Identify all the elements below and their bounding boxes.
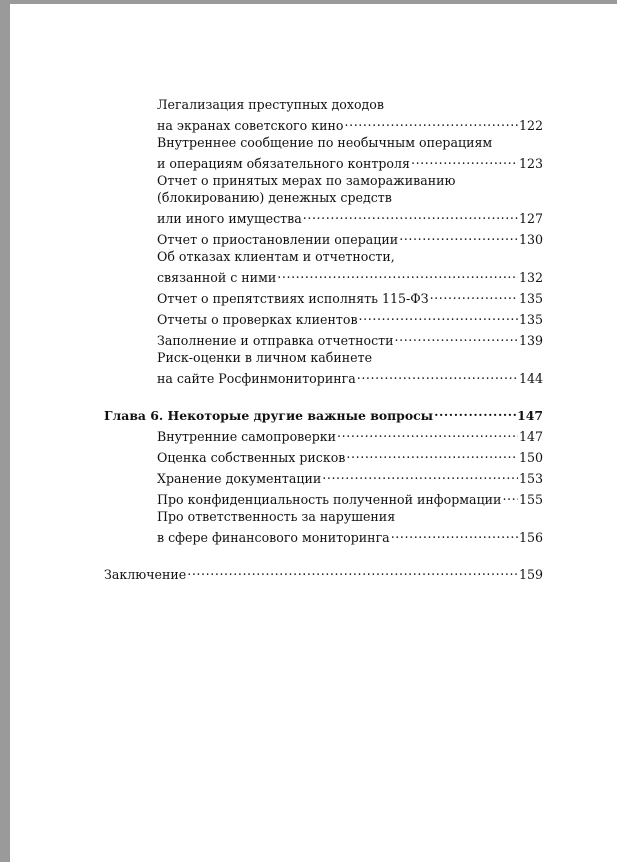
toc-entry-filling-reports[interactable] xyxy=(104,328,543,349)
dot-leader xyxy=(337,424,518,441)
dot-leader xyxy=(391,525,518,542)
toc-page-number: 153 xyxy=(518,471,543,486)
toc-entry-own-risks[interactable] xyxy=(104,445,543,466)
toc-entry-line: Легализация преступных доходов xyxy=(157,97,384,112)
toc-entry-internal-message[interactable] xyxy=(104,134,543,172)
toc-entry-title: на сайте Росфинмониторинга xyxy=(157,371,356,386)
toc-page-number: 147 xyxy=(517,408,543,423)
toc-conclusion[interactable] xyxy=(104,562,543,583)
toc-entry-liability[interactable] xyxy=(104,508,543,546)
toc-entry-cinema[interactable] xyxy=(104,96,543,134)
toc-entry-title: связанной с ними xyxy=(157,270,277,285)
dot-leader xyxy=(344,113,517,130)
toc-page-number: 135 xyxy=(518,291,543,306)
dot-leader xyxy=(346,445,518,462)
toc-page-number: 123 xyxy=(518,156,543,171)
toc-page-number: 156 xyxy=(518,530,543,545)
toc-page-number: 159 xyxy=(518,567,543,582)
toc-entry-line: (блокированию) денежных средств xyxy=(157,190,392,205)
toc-entry-title: Внутренние самопроверки xyxy=(157,429,337,444)
toc-entry-risk-assessments[interactable] xyxy=(104,349,543,387)
toc-entry-title: Отчеты о проверках клиентов xyxy=(157,312,358,327)
toc-entry-title: Отчет о препятствиях исполнять 115-ФЗ xyxy=(157,291,429,306)
dot-leader xyxy=(395,328,518,345)
toc-entry-title: Отчет о приостановлении операции xyxy=(157,232,399,247)
toc-page-number: 127 xyxy=(518,211,543,226)
dot-leader xyxy=(502,487,518,504)
dot-leader xyxy=(277,265,518,282)
toc-page-number: 144 xyxy=(518,371,543,386)
toc-entry-title: Хранение документации xyxy=(157,471,322,486)
toc-entry-obstacles-report[interactable] xyxy=(104,286,543,307)
toc-page-number: 130 xyxy=(518,232,543,247)
toc-entry-line: Риск-оценки в личном кабинете xyxy=(157,350,373,365)
table-of-contents xyxy=(104,96,543,583)
toc-entry-confidentiality[interactable] xyxy=(104,487,543,508)
toc-page-number: 122 xyxy=(518,118,543,133)
dot-leader xyxy=(434,403,516,420)
toc-entry-title: Оценка собственных рисков xyxy=(157,450,346,465)
toc-entry-client-checks[interactable] xyxy=(104,307,543,328)
toc-page-number: 155 xyxy=(518,492,543,507)
toc-page-number: 150 xyxy=(518,450,543,465)
toc-entry-title: или иного имущества xyxy=(157,211,302,226)
toc-page-number: 135 xyxy=(518,312,543,327)
dot-leader xyxy=(187,562,518,579)
document-page xyxy=(10,4,617,862)
dot-leader xyxy=(322,466,518,483)
toc-entry-title: на экранах советского кино xyxy=(157,118,344,133)
toc-entry-title: Заключение xyxy=(104,567,187,582)
toc-entry-line: Внутреннее сообщение по необычным операциям xyxy=(157,135,493,150)
toc-chapter-6[interactable] xyxy=(104,403,543,424)
toc-page-number: 139 xyxy=(518,333,543,348)
toc-chapter-title: Глава 6. Некоторые другие важные вопросы xyxy=(104,408,434,423)
toc-entry-self-checks[interactable] xyxy=(104,424,543,445)
toc-entry-line: Об отказах клиентам и отчетности, xyxy=(157,249,395,264)
toc-entry-title: и операциям обязательного контроля xyxy=(157,156,410,171)
toc-page-number: 132 xyxy=(518,270,543,285)
toc-entry-title: в сфере финансового мониторинга xyxy=(157,530,390,545)
dot-leader xyxy=(399,227,518,244)
toc-entry-document-storage[interactable] xyxy=(104,466,543,487)
toc-page-number: 147 xyxy=(518,429,543,444)
toc-entry-refusals[interactable] xyxy=(104,248,543,286)
toc-entry-title: Заполнение и отправка отчетности xyxy=(157,333,394,348)
dot-leader xyxy=(430,286,518,303)
dot-leader xyxy=(303,206,518,223)
dot-leader xyxy=(411,151,518,168)
toc-entry-line: Про ответственность за нарушения xyxy=(157,509,396,524)
dot-leader xyxy=(357,366,518,383)
toc-entry-line: Отчет о принятых мерах по замораживанию xyxy=(157,173,456,188)
dot-leader xyxy=(359,307,518,324)
toc-entry-title: Про конфиденциальность полученной информации xyxy=(157,492,502,507)
toc-entry-suspension-report[interactable] xyxy=(104,227,543,248)
toc-entry-freezing-report[interactable] xyxy=(104,172,543,227)
